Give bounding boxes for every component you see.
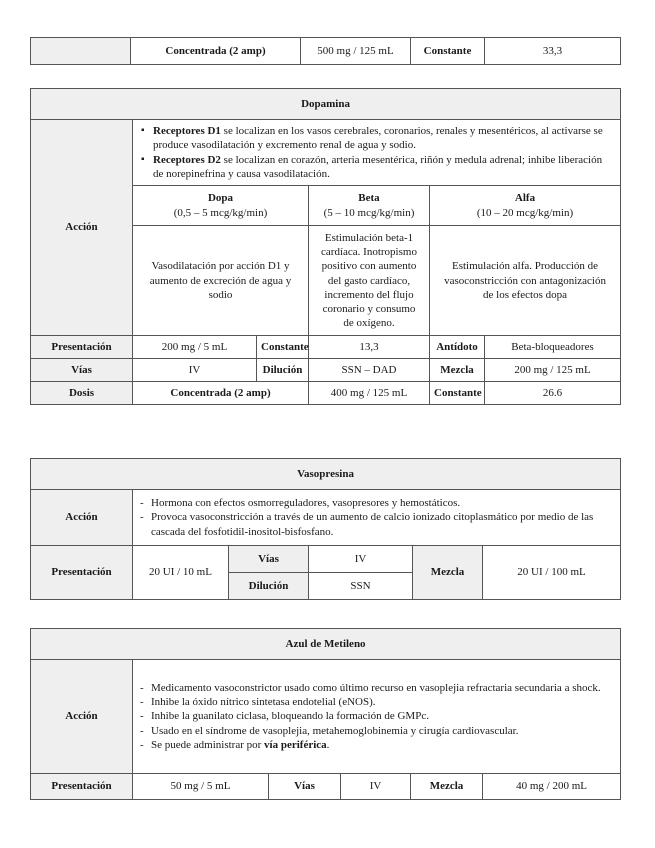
azul-accion-item-5 <box>151 738 614 752</box>
vasopresina-mezcla-value: 20 UI / 100 mL <box>483 546 621 600</box>
dopamina-receptores <box>133 120 621 186</box>
alfa-header <box>430 186 621 226</box>
dopamina-concentrada-label: Concentrada (2 amp) <box>133 382 309 405</box>
dopamina-presentacion-value: 200 mg / 5 mL <box>133 336 257 359</box>
receptor-d1-item <box>153 124 614 153</box>
receptor-d2-text: se localizan en corazón, arteria mesentérica, riñón y medula adrenal; inhibe liberación de norepinefrina y causa vasodilatación. <box>153 153 603 180</box>
alfa-range: (10 – 20 mcg/kg/min) <box>476 206 574 219</box>
azul-title: Azul de Metileno <box>31 629 621 660</box>
vasopresina-vias-label: Vías <box>229 546 309 573</box>
dopamina-concentrada-value: 400 mg / 125 mL <box>309 382 430 405</box>
azul-mezcla-value: 40 mg / 200 mL <box>483 774 621 800</box>
azul-presentacion-label: Presentación <box>31 774 133 800</box>
vasopresina-presentacion-value: 20 UI / 10 mL <box>133 546 229 600</box>
vasopresina-table <box>30 458 621 600</box>
dopamina-constante-label: Constante <box>257 336 309 359</box>
azul-last-item-bold: vía periférica <box>264 738 327 751</box>
top-concentrada-label: Concentrada (2 amp) <box>131 38 301 65</box>
vasopresina-title: Vasopresina <box>31 459 621 490</box>
vasopresina-vias-value: IV <box>309 546 413 573</box>
vasopresina-dilucion-label: Dilución <box>229 573 309 600</box>
dopa-description: Vasodilatación por acción D1 y aumento de excreción de agua y sodio <box>133 226 309 336</box>
dopamina-presentacion-label: Presentación <box>31 336 133 359</box>
dopa-title: Dopa <box>207 192 234 205</box>
vasopresina-presentacion-label: Presentación <box>31 546 133 600</box>
dopamina-dilucion-label: Dilución <box>257 359 309 382</box>
dopamina-title: Dopamina <box>31 89 621 120</box>
azul-accion-item-4: - Usado en el síndrome de vasoplejia, metahemoglobinemia y cirugía cardiovascular. <box>151 724 614 738</box>
receptor-d2-item <box>153 153 614 182</box>
dopamina-constante2-value: 26.6 <box>485 382 621 405</box>
azul-accion-item-1: - Medicamento vasoconstrictor usado como último recurso en vasoplejia refractaria secundaria a shock. <box>151 681 614 695</box>
vasopresina-accion-item-1: - Hormona con efectos osmorreguladores, vasopresores y hemostáticos. <box>151 496 614 510</box>
top-constante-label: Constante <box>411 38 485 65</box>
beta-header <box>309 186 430 226</box>
azul-accion-list <box>133 660 621 774</box>
azul-accion-item-3: - Inhibe la guanilato ciclasa, bloqueando la formación de GMPc. <box>151 709 614 723</box>
dopamina-vias-label: Vías <box>31 359 133 382</box>
beta-title: Beta <box>358 192 380 205</box>
dopamina-dosis-label: Dosis <box>31 382 133 405</box>
azul-vias-value: IV <box>341 774 411 800</box>
beta-range: (5 – 10 mcg/kg/min) <box>323 206 415 219</box>
dopamina-mezcla-value: 200 mg / 125 mL <box>485 359 621 382</box>
dopamina-antidoto-value: Beta-bloqueadores <box>485 336 621 359</box>
azul-last-item-end: . <box>326 738 330 751</box>
alfa-title: Alfa <box>514 192 536 205</box>
azul-mezcla-label: Mezcla <box>411 774 483 800</box>
top-partial-table <box>30 37 621 65</box>
azul-accion-label: Acción <box>31 660 133 774</box>
vasopresina-accion-label: Acción <box>31 490 133 546</box>
dopamina-antidoto-label: Antídoto <box>430 336 485 359</box>
alfa-description: Estimulación alfa. Producción de vasoconstricción con antagonización de los efectos dopa <box>430 226 621 336</box>
receptor-d1-bold: Receptores D1 <box>153 125 221 137</box>
dopamina-vias-value: IV <box>133 359 257 382</box>
dopa-range: (0,5 – 5 mcg/kg/min) <box>173 206 268 219</box>
vasopresina-accion-list <box>133 490 621 546</box>
dopamina-accion-label: Acción <box>31 120 133 336</box>
top-constante-value: 33,3 <box>485 38 621 65</box>
receptor-d2-bold: Receptores D2 <box>153 153 221 166</box>
azul-accion-item-2: - Inhibe la óxido nítrico sintetasa endotelial (eNOS). <box>151 695 614 709</box>
azul-presentacion-value: 50 mg / 5 mL <box>133 774 269 800</box>
beta-description: Estimulación beta-1 cardíaca. Inotropismo positivo con aumento del gasto cardíaco, incremento del flujo coronario y consumo de oxígeno. <box>309 226 430 336</box>
dopamina-table <box>30 88 621 405</box>
vasopresina-accion-item-2: - Provoca vasoconstricción a través de un aumento de calcio ionizado citoplasmático por medio de las cascada del fosfotidil-inositol-bisfosfano. <box>151 510 614 539</box>
dopamina-constante-value: 13,3 <box>309 336 430 359</box>
top-concentrada-value: 500 mg / 125 mL <box>301 38 411 65</box>
dopamina-mezcla-label: Mezcla <box>430 359 485 382</box>
vasopresina-mezcla-label: Mezcla <box>413 546 483 600</box>
vasopresina-dilucion-value: SSN <box>309 573 413 600</box>
dopa-header <box>133 186 309 226</box>
azul-vias-label: Vías <box>269 774 341 800</box>
azul-metileno-table <box>30 628 621 800</box>
azul-last-item-text: Se puede administrar por <box>151 738 265 751</box>
receptor-d1-text: se localizan en los vasos cerebrales, coronarios, renales y mesentéricos, al activarse se produce vasodilatación y excremento renal de agua y sodio. <box>153 125 603 152</box>
dopamina-dilucion-value: SSN – DAD <box>309 359 430 382</box>
top-empty-cell <box>31 38 131 65</box>
dopamina-constante2-label: Constante <box>430 382 485 405</box>
